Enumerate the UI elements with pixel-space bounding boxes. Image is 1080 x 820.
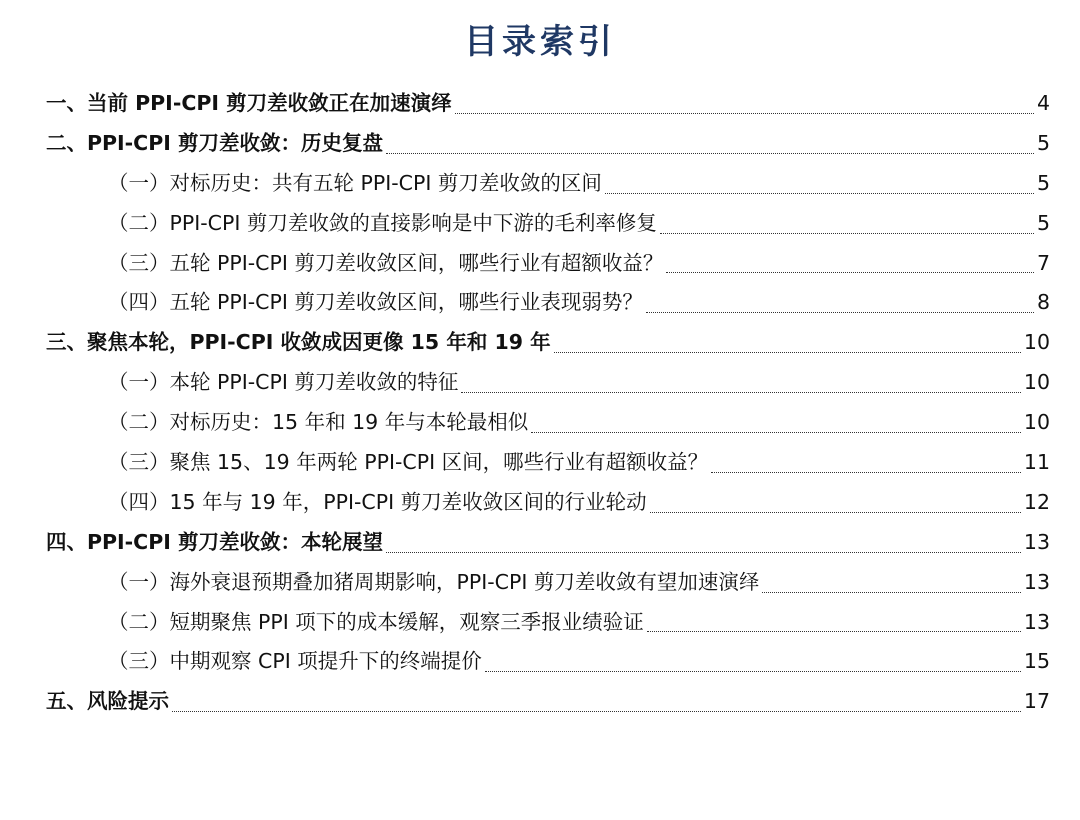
dot-leader <box>485 663 1021 672</box>
toc-entry-label: （一）对标历史：共有五轮 PPI-CPI 剪刀差收敛的区间 <box>108 170 602 195</box>
toc-entry-label: （四）15 年与 19 年，PPI-CPI 剪刀差收敛区间的行业轮动 <box>108 489 647 514</box>
dot-leader <box>531 424 1021 433</box>
toc-entry-page: 10 <box>1023 370 1050 395</box>
dot-leader <box>762 584 1021 593</box>
toc-entry-page: 13 <box>1023 569 1050 594</box>
dot-leader <box>647 623 1021 632</box>
toc-entry-label: （二）对标历史：15 年和 19 年与本轮最相似 <box>108 410 529 435</box>
dot-leader <box>646 304 1034 313</box>
toc-subentry[interactable] <box>46 204 1050 244</box>
toc-entry-label: （三）聚焦 15、19 年两轮 PPI-CPI 区间，哪些行业有超额收益？ <box>108 450 709 475</box>
dot-leader <box>554 344 1021 353</box>
toc-entry[interactable] <box>46 523 1050 563</box>
toc-entry-page: 12 <box>1023 489 1050 514</box>
toc-entry-label: 五、风险提示 <box>46 689 169 714</box>
dot-leader <box>605 185 1034 194</box>
toc-entry-label: 三、聚焦本轮，PPI-CPI 收敛成因更像 15 年和 19 年 <box>46 330 551 355</box>
toc-entry-page: 5 <box>1036 130 1050 155</box>
dot-leader <box>172 703 1021 712</box>
toc-subentry[interactable] <box>46 403 1050 443</box>
toc-subentry[interactable] <box>46 642 1050 682</box>
toc-entry[interactable] <box>46 84 1050 124</box>
toc-entry-page: 5 <box>1036 210 1050 235</box>
toc-entry-label: （二）PPI-CPI 剪刀差收敛的直接影响是中下游的毛利率修复 <box>108 210 657 235</box>
toc-entry-page: 4 <box>1036 91 1050 115</box>
toc-entry-page: 11 <box>1023 450 1050 475</box>
toc-subentry[interactable] <box>46 483 1050 523</box>
dot-leader <box>455 105 1034 114</box>
toc-entry-label: 二、PPI-CPI 剪刀差收敛：历史复盘 <box>46 130 384 155</box>
toc-entry-page: 13 <box>1023 609 1050 634</box>
toc-entry-label: （二）短期聚焦 PPI 项下的成本缓解，观察三季报业绩验证 <box>108 609 644 634</box>
dot-leader <box>650 504 1021 513</box>
toc-subentry[interactable] <box>46 563 1050 603</box>
toc-entry-label: 一、当前 PPI-CPI 剪刀差收敛正在加速演绎 <box>46 91 452 115</box>
toc-title: 目录索引 <box>464 22 616 62</box>
toc-entry-label: 四、PPI-CPI 剪刀差收敛：本轮展望 <box>46 529 384 554</box>
dot-leader <box>666 264 1034 273</box>
toc-entry-label: （三）五轮 PPI-CPI 剪刀差收敛区间，哪些行业有超额收益？ <box>108 250 664 275</box>
toc-subentry[interactable] <box>46 164 1050 204</box>
toc-entry-page: 13 <box>1023 529 1050 554</box>
dot-leader <box>386 145 1034 154</box>
toc-subentry[interactable] <box>46 443 1050 483</box>
toc-entry-page: 8 <box>1036 290 1050 315</box>
toc-entry-label: （一）海外衰退预期叠加猪周期影响，PPI-CPI 剪刀差收敛有望加速演绎 <box>108 569 760 594</box>
toc-entry[interactable] <box>46 124 1050 164</box>
dot-leader <box>386 544 1021 553</box>
toc-entry-label: （四）五轮 PPI-CPI 剪刀差收敛区间，哪些行业表现弱势？ <box>108 290 643 315</box>
toc-entry-page: 10 <box>1023 410 1050 435</box>
dot-leader <box>660 225 1034 234</box>
dot-leader <box>461 384 1020 393</box>
toc-entry-page: 15 <box>1023 649 1050 674</box>
toc-entry[interactable] <box>46 682 1050 722</box>
dot-leader <box>711 464 1021 473</box>
toc-subentry[interactable] <box>46 363 1050 403</box>
toc-entry-page: 17 <box>1023 689 1050 714</box>
toc-subentry[interactable] <box>46 283 1050 323</box>
toc-subentry[interactable] <box>46 244 1050 284</box>
toc-entry-label: （一）本轮 PPI-CPI 剪刀差收敛的特征 <box>108 370 459 395</box>
toc-entry-page: 7 <box>1036 250 1050 275</box>
toc-entry-page: 10 <box>1023 330 1050 355</box>
toc-subentry[interactable] <box>46 603 1050 643</box>
toc-entry-label: （三）中期观察 CPI 项提升下的终端提价 <box>108 649 482 674</box>
toc-list <box>46 84 1050 722</box>
toc-entry[interactable] <box>46 323 1050 363</box>
toc-entry-page: 5 <box>1036 170 1050 195</box>
